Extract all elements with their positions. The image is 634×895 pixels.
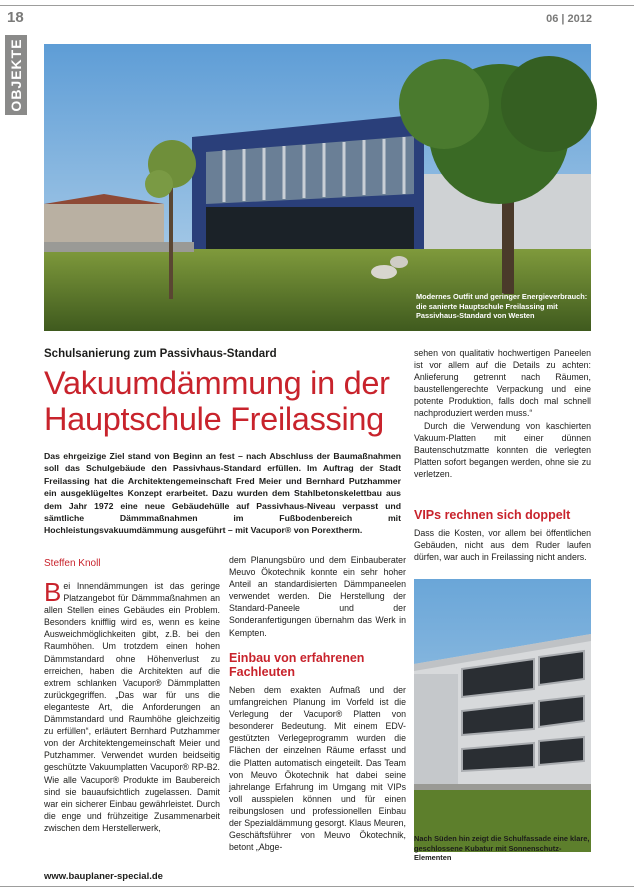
article-author: Steffen Knoll (44, 558, 101, 569)
subheading-vips: VIPs rechnen sich doppelt (414, 508, 571, 522)
column-1-text: ei Innendämmungen ist das geringe Platzangebot für Dämmmaßnahmen an allen Stellen eines Gebäudes ein Problem. Besonders knifflig wird es, wenn es keine Ausweichmöglichkeiten gibt, z.B. bei den Raumhöhen. Um trotzdem einen hohen Dämmstandard ohne Höhenverlust zu erreichen, haben die Architekten auf die extrem schlanken Vacupor® Dämmplatten zurückgegriffen. „Das war für uns die eleganteste Art, die Anforderungen an Dämmstandard und Raumhöhe gleichzeitig zu erfüllen“, erläutert Bernhard Putzhammer von der Architektengemeinschaft Meier und Putzhammer. Verwendet wurden beidseitig geschützte Vakuumplatten Vacupor® RP-B2. Wie alle Vacupor® Produkte im Baubereich sind sie bauaufsichtlich zugelassen. Damit war ein sicherer Einbau gewährleistet. Durch die enge und frühzeitige Zusammenarbeit zwischen dem Herstellerwerk, (44, 581, 220, 833)
issue-label: 06 | 2012 (546, 13, 592, 25)
school-photo-west-image (44, 44, 591, 331)
article-kicker: Schulsanierung zum Passivhaus-Standard (44, 348, 277, 360)
article-title: Vakuumdämmung in der Hauptschule Freilassing (44, 365, 390, 437)
photo-caption-top: Modernes Outfit und geringer Energieverbrauch: die sanierte Hauptschule Freilassing mit Passivhaus-Standard von Westen (416, 292, 588, 320)
section-tab (5, 35, 27, 115)
column-3-text-b: Durch die Verwendung von kaschierten Vakuum-Platten mit einer dünnen Bautenschutzmatte konnten die verlegten Platten sofort begangen werden, ohne sie zu verletzen. (414, 420, 591, 479)
article-lead: Das ehrgeizige Ziel stand von Beginn an fest – nach Abschluss der Baumaßnahmen soll das Schulgebäude den Passivhaus-Standard erfüllen. Im Auftrag der Stadt Freilassing hat die Architektengemeinschaft Fred Meier und Bernhard Putzhammer ein ausgeklügeltes Konzept erarbeitet. Dazu wurden dem Stahlbetonskelettbau aus dem Jahr 1972 eine neue Gebäudehülle auf Passivhaus-Niveau verpasst und sämtliche Dämmmaßnahmen im Fußbodenbereich mit Hochleistungsvakuumdämmung ausgeführt – mit Vacupor® von Porextherm. (44, 451, 401, 536)
top-rule (0, 5, 634, 6)
school-photo-south-image (414, 579, 591, 852)
bottom-rule (0, 886, 634, 887)
column-3-text-c: Dass die Kosten, vor allem bei öffentlichen Gebäuden, nicht aus dem Ruder laufen dürfen, war auch in Freilassing nicht anders. (414, 528, 591, 563)
school-photo-west (44, 44, 591, 331)
text-column-2 (229, 554, 406, 639)
text-column-3 (414, 347, 591, 480)
subheading-einbau: Einbau von erfahrenen Fachleuten (229, 651, 365, 679)
page-number: 18 (7, 9, 24, 26)
column-3-text: sehen von qualitativ hochwertigen Paneelen ist vor allem auf die Details zu achten: Anlieferung getrennt nach Räumen, baustellengerechte Verpackung und eine potente Produktion, falls doch mal schnell nachproduziert werden muss.“ (414, 348, 591, 419)
column-2-text-b: Neben dem exakten Aufmaß und der umfangreichen Planung im Vorfeld ist die Verlegung der Vacupor® Platten von besonderer Bedeutung. Mit einem EDV-gestützten Verlegeprogramm wurden die Flächen der einzelnen Räume erfasst und die Platten automatisch eingeteilt. Das Team von Meuvo Ökotechnik hat dabei seine jahrelange Erfahrung im Umgang mit VIPs voll ausspielen können und für einen reibungslosen und professionellen Einbau der Spezialdämmung gesorgt. Klaus Meuren, Geschäftsführer von Meuvo Ökotechnik, betont „Abge- (229, 685, 406, 853)
text-column-1 (44, 577, 220, 834)
section-tab-label: OBJEKTE (8, 38, 24, 112)
footer-url[interactable]: www.bauplaner-special.de (44, 871, 163, 882)
text-column-2b (229, 684, 406, 853)
school-photo-south (414, 579, 591, 862)
photo-caption-bottom: Nach Süden hin zeigt die Schulfassade eine klare, geschlossene Kubatur mit Sonnenschutz-Elementen (414, 834, 590, 862)
column-2-text: dem Planungsbüro und dem Einbauberater Meuvo Ökotechnik konnte ein sehr hoher Anteil an standardisierten Dämmpaneelen verwendet werden. Die Herstellung der Standard-Paneele und der Sonderanfertigungen übernahm das Werk in Kempten. (229, 555, 406, 638)
drop-cap: B (44, 577, 62, 607)
text-column-3b (414, 527, 591, 563)
